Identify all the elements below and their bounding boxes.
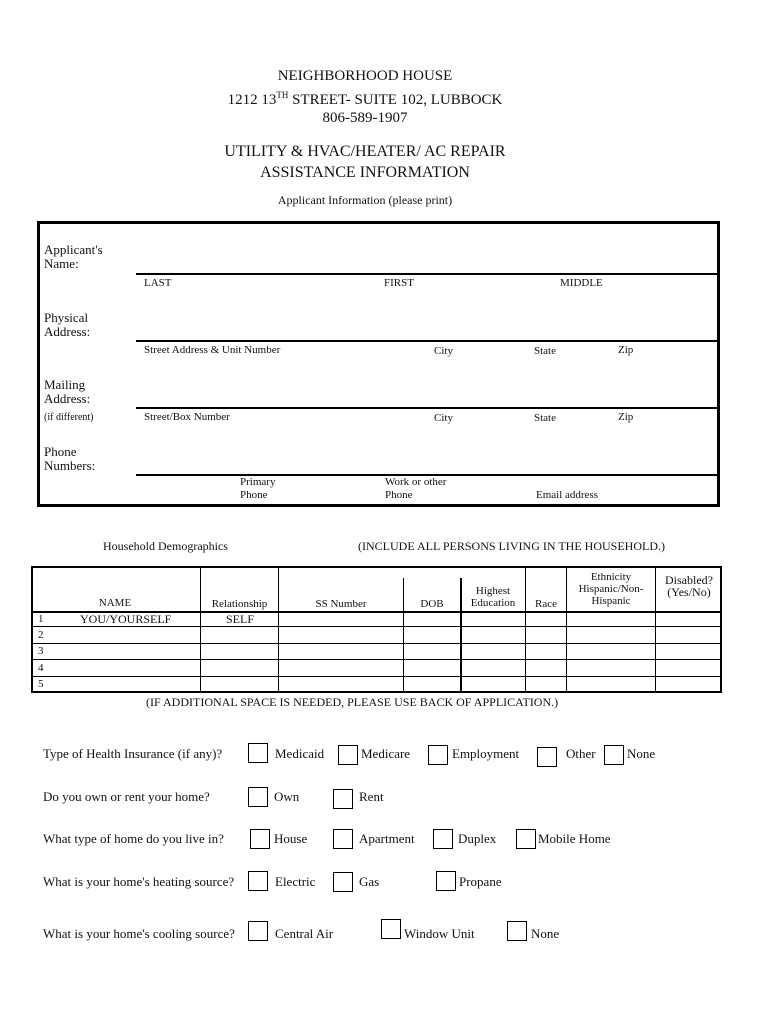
name-last-label: LAST bbox=[144, 277, 172, 289]
gas-checkbox[interactable] bbox=[333, 872, 353, 892]
applicant-subtitle: Applicant Information (please print) bbox=[277, 193, 453, 207]
household-title: Household Demographics bbox=[103, 539, 228, 553]
medicare-label: Medicare bbox=[361, 746, 411, 761]
mailing-address-label: Mailing Address: bbox=[44, 377, 91, 406]
form-title-line1: UTILITY & HVAC/HEATER/ AC REPAIR bbox=[224, 143, 506, 160]
col-name: NAME bbox=[98, 597, 132, 609]
employment-label: Employment bbox=[452, 746, 520, 761]
row-relationship: SELF bbox=[226, 612, 255, 626]
mailing-city-label: City bbox=[434, 412, 453, 424]
apartment-label: Apartment bbox=[359, 831, 415, 846]
org-name: NEIGHBORHOOD HOUSE bbox=[277, 68, 453, 84]
row-name: YOU/YOURSELF bbox=[80, 612, 172, 626]
household-footer-note: (IF ADDITIONAL SPACE IS NEEDED, PLEASE USE BACK OF APPLICATION.) bbox=[146, 695, 559, 709]
mailing-street-label: Street/Box Number bbox=[144, 411, 230, 423]
none-insurance-label: None bbox=[627, 746, 656, 761]
physical-address-label: Physical Address: bbox=[44, 310, 91, 339]
duplex-label: Duplex bbox=[458, 831, 497, 846]
own-label: Own bbox=[274, 789, 300, 804]
other-label: Other bbox=[566, 746, 596, 761]
rent-label: Rent bbox=[359, 789, 384, 804]
row-number: 4 bbox=[38, 662, 44, 674]
table-col-rule bbox=[403, 578, 404, 692]
own-rent-question: Do you own or rent your home? bbox=[43, 789, 210, 804]
propane-checkbox[interactable] bbox=[436, 871, 456, 891]
other-checkbox[interactable] bbox=[537, 747, 557, 767]
rent-checkbox[interactable] bbox=[333, 789, 353, 809]
primary-phone-label: Primary Phone bbox=[240, 476, 276, 501]
address-sup: TH bbox=[276, 90, 289, 100]
row-number: 5 bbox=[38, 678, 44, 690]
mailing-state-label: State bbox=[534, 412, 556, 424]
email-address-label: Email address bbox=[536, 489, 599, 501]
household-note: (INCLUDE ALL PERSONS LIVING IN THE HOUSEHOLD.) bbox=[358, 539, 665, 553]
heating-question: What is your home's heating source? bbox=[43, 874, 235, 889]
none-cooling-checkbox[interactable] bbox=[507, 921, 527, 941]
electric-label: Electric bbox=[275, 874, 316, 889]
row-number: 3 bbox=[38, 645, 44, 657]
mailing-if-different: (if different) bbox=[44, 412, 94, 423]
medicaid-label: Medicaid bbox=[275, 746, 325, 761]
physical-address-line[interactable] bbox=[136, 340, 718, 342]
table-col-rule bbox=[200, 566, 201, 692]
physical-street-label: Street Address & Unit Number bbox=[144, 344, 281, 356]
none-insurance-checkbox[interactable] bbox=[604, 745, 624, 765]
apartment-checkbox[interactable] bbox=[333, 829, 353, 849]
central-air-checkbox[interactable] bbox=[248, 921, 268, 941]
form-title-line2: ASSISTANCE INFORMATION bbox=[260, 164, 470, 181]
col-relationship: Relationship bbox=[211, 598, 268, 610]
mobile-home-checkbox[interactable] bbox=[516, 829, 536, 849]
row-number: 1 bbox=[38, 613, 44, 625]
org-address bbox=[0, 90, 730, 109]
medicare-checkbox[interactable] bbox=[338, 745, 358, 765]
col-dob: DOB bbox=[420, 598, 444, 610]
table-row-rule bbox=[31, 643, 722, 644]
insurance-question: Type of Health Insurance (if any)? bbox=[43, 746, 223, 761]
house-label: House bbox=[274, 831, 308, 846]
home-type-question: What type of home do you live in? bbox=[43, 831, 224, 846]
address-suffix: STREET- SUITE 102, LUBBOCK bbox=[288, 92, 503, 108]
col-ethnicity: Ethnicity Hispanic/Non-Hispanic bbox=[578, 571, 644, 607]
col-race: Race bbox=[535, 598, 557, 610]
window-unit-label: Window Unit bbox=[404, 926, 475, 941]
table-col-rule bbox=[278, 566, 279, 692]
table-row-rule bbox=[31, 676, 722, 677]
mobile-home-label: Mobile Home bbox=[538, 831, 611, 846]
org-phone: 806-589-1907 bbox=[322, 110, 408, 126]
window-unit-checkbox[interactable] bbox=[381, 919, 401, 939]
house-checkbox[interactable] bbox=[250, 829, 270, 849]
applicant-info-box bbox=[37, 221, 720, 507]
cooling-question: What is your home's cooling source? bbox=[43, 926, 235, 941]
name-first-label: FIRST bbox=[384, 277, 414, 289]
physical-city-label: City bbox=[434, 345, 453, 357]
col-ss-number: SS Number bbox=[315, 598, 367, 610]
mailing-address-line[interactable] bbox=[136, 407, 718, 409]
col-disabled: Disabled? (Yes/No) bbox=[665, 573, 713, 599]
applicant-name-line[interactable] bbox=[136, 273, 718, 275]
table-bottom-rule bbox=[31, 691, 722, 693]
employment-checkbox[interactable] bbox=[428, 745, 448, 765]
electric-checkbox[interactable] bbox=[248, 871, 268, 891]
propane-label: Propane bbox=[459, 874, 502, 889]
none-cooling-label: None bbox=[531, 926, 560, 941]
applicant-name-label: Applicant's Name: bbox=[44, 242, 103, 271]
mailing-zip-label: Zip bbox=[618, 411, 634, 423]
gas-label: Gas bbox=[359, 874, 380, 889]
physical-state-label: State bbox=[534, 345, 556, 357]
phone-numbers-label: Phone Numbers: bbox=[44, 444, 96, 473]
table-row-rule bbox=[31, 659, 722, 660]
table-col-rule bbox=[525, 566, 526, 692]
col-highest-education: Highest Education bbox=[470, 585, 516, 609]
own-checkbox[interactable] bbox=[248, 787, 268, 807]
central-air-label: Central Air bbox=[275, 926, 334, 941]
name-middle-label: MIDDLE bbox=[560, 277, 603, 289]
work-phone-label: Work or other Phone bbox=[385, 476, 447, 501]
row-number: 2 bbox=[38, 629, 44, 641]
medicaid-checkbox[interactable] bbox=[248, 743, 268, 763]
physical-zip-label: Zip bbox=[618, 344, 634, 356]
duplex-checkbox[interactable] bbox=[433, 829, 453, 849]
address-prefix: 1212 13 bbox=[227, 92, 277, 108]
